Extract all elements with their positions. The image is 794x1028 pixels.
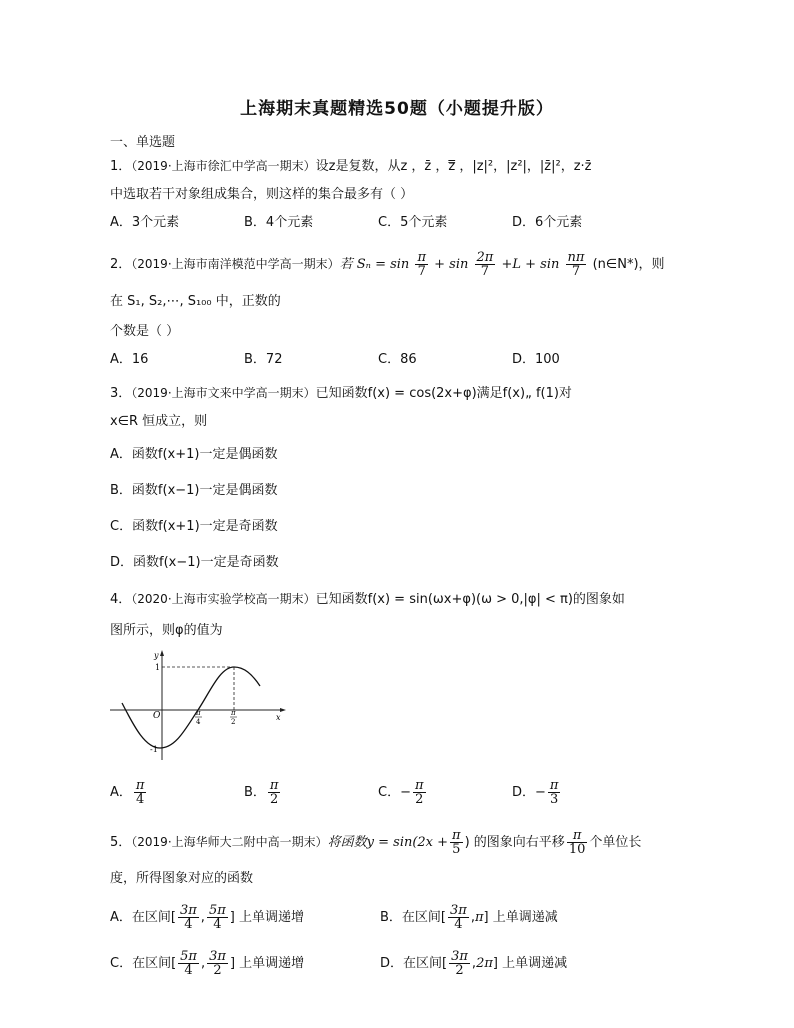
q3-option-c: C．函数f(x+1)一定是奇函数 <box>110 519 278 534</box>
q4-option-c: C．− $\frac{\pi}{2}$ <box>378 778 424 807</box>
fraction: $\frac{\pi}{7}$ <box>417 250 426 279</box>
q5-option-c: C．在区间[ $\frac{5\pi}{4}$ , $\frac{3\pi}{2}$ ] 上单调递增 <box>110 949 305 978</box>
fraction: $\frac{n\pi}{7}$ <box>567 250 585 279</box>
y-axis-label: y <box>154 651 159 660</box>
question-source: （2019·上海市徐汇中学高一期末） <box>131 159 316 173</box>
fraction: $\frac{\pi}{2}$ <box>269 778 279 807</box>
fraction: $\frac{2\pi}{7}$ <box>476 250 494 279</box>
q5-option-a: A．在区间[ $\frac{3\pi}{4}$ , $\frac{5\pi}{4}$ ] 上单调递增 <box>110 903 304 932</box>
q4-option-a: A． $\frac{\pi}{4}$ <box>110 778 145 807</box>
formula-part: ) 的图象向右平移 <box>464 835 565 850</box>
fraction: $\frac{\pi}{2}$ <box>414 778 424 807</box>
question-3-line-2: x∈R 恒成立，则 <box>110 414 208 429</box>
question-2-line-1 <box>110 249 665 280</box>
q1-option-a: A．3个元素 <box>110 215 180 230</box>
question-4-line-1 <box>110 590 625 609</box>
q2-option-a: A．16 <box>110 352 149 367</box>
y-axis-arrow <box>160 650 164 656</box>
question-5-line-2: 度，所得图象对应的函数 <box>110 871 254 886</box>
question-number: 1． <box>110 159 132 174</box>
question-5-line-1 <box>110 827 641 858</box>
question-number: 4． <box>110 592 132 607</box>
q5-option-b: B．在区间[ $\frac{3\pi}{4}$ ,π] 上单调递减 <box>380 903 558 932</box>
q3-option-a: A．函数f(x+1)一定是偶函数 <box>110 447 278 462</box>
fraction: $\frac{3\pi}{2}$ <box>451 949 468 978</box>
formula-part: 将函数y = sin(2x + <box>327 835 449 850</box>
formula-part: 若 Sₙ = sin <box>339 257 410 272</box>
fraction: $\frac{\pi}{5}$ <box>452 828 461 857</box>
q1-option-d: D．6个元素 <box>512 215 583 230</box>
fraction: $\frac{5\pi}{4}$ <box>180 949 197 978</box>
question-1-line-2: 中选取若干对象组成集合，则这样的集合最多有（ ） <box>110 187 414 202</box>
q2-option-b: B．72 <box>244 352 283 367</box>
q2-option-c: C．86 <box>378 352 417 367</box>
page-title: 上海期末真题精选50题（小题提升版） <box>240 99 554 119</box>
section-heading: 一、单选题 <box>110 135 176 150</box>
q2-option-d: D．100 <box>512 352 560 367</box>
question-1-line-1 <box>110 157 592 176</box>
fraction: $\frac{3\pi}{4}$ <box>179 903 197 932</box>
question-3-line-1 <box>110 384 572 403</box>
question-2-line-2: 在 S₁, S₂,⋯, S₁₀₀ 中，正数的 <box>110 294 281 309</box>
fraction: $\frac{\pi}{4}$ <box>135 778 145 807</box>
q3-option-b: B．函数f(x−1)一定是偶函数 <box>110 483 278 498</box>
q1-option-c: C．5个元素 <box>378 215 448 230</box>
sine-graph-figure <box>110 648 290 763</box>
tick-label-pi-2-bottom: 2 <box>231 718 236 726</box>
question-4-line-2: 图所示，则φ的值为 <box>110 623 223 638</box>
question-number: 5． <box>110 835 132 850</box>
question-source: （2019·上海华师大二附中高一期末） <box>131 835 328 849</box>
q3-option-d: D．函数f(x−1)一定是奇函数 <box>110 555 279 570</box>
formula-part: 个单位长 <box>589 835 642 850</box>
tick-label-pi-4-bottom: 4 <box>196 718 201 726</box>
question-source: （2019·上海市南洋模范中学高一期末） <box>131 257 340 271</box>
question-text: 已知函数f(x) = sin(ωx+φ)(ω > 0,|φ| < π)的图象如 <box>315 592 625 607</box>
formula-part: + sin <box>434 257 469 272</box>
fraction: $\frac{\pi}{10}$ <box>568 828 586 857</box>
q4-option-d: D．− $\frac{\pi}{3}$ <box>512 778 559 807</box>
question-number: 2． <box>110 257 132 272</box>
x-axis-label: x <box>276 713 281 722</box>
question-text: 设z是复数，从z ，z̄ ，z̿ ，|z|²，|z²|，|z̄|²，z·z̄ <box>315 159 592 174</box>
formula-part: +L + sin <box>501 257 560 272</box>
question-source: （2020·上海市实验学校高一期末） <box>131 592 316 606</box>
fraction: $\frac{3\pi}{2}$ <box>209 949 226 978</box>
x-axis-arrow <box>280 708 286 712</box>
origin-label: O <box>153 711 161 721</box>
q5-option-d: D．在区间[ $\frac{3\pi}{2}$ ,2π] 上单调递减 <box>380 949 568 978</box>
question-text: 已知函数f(x) = cos(2x+φ)满足f(x)„ f(1)对 <box>315 386 572 401</box>
question-number: 3． <box>110 386 132 401</box>
question-source: （2019·上海市文来中学高一期末） <box>131 386 316 400</box>
fraction: $\frac{3\pi}{4}$ <box>450 903 467 932</box>
sine-curve <box>122 667 260 748</box>
fraction: $\frac{5\pi}{4}$ <box>208 903 226 932</box>
tick-label-minus-1: -1 <box>150 745 158 754</box>
fraction: $\frac{\pi}{3}$ <box>549 778 559 807</box>
question-2-line-3: 个数是（ ） <box>110 324 180 339</box>
tick-label-pi-2-top: π <box>231 709 236 717</box>
q1-option-b: B．4个元素 <box>244 215 314 230</box>
tick-label-pi-4-top: π <box>196 709 201 717</box>
tick-label-1: 1 <box>155 663 161 672</box>
formula-part: (n∈N*)，则 <box>592 257 665 272</box>
q4-option-b: B． $\frac{\pi}{2}$ <box>244 778 279 807</box>
